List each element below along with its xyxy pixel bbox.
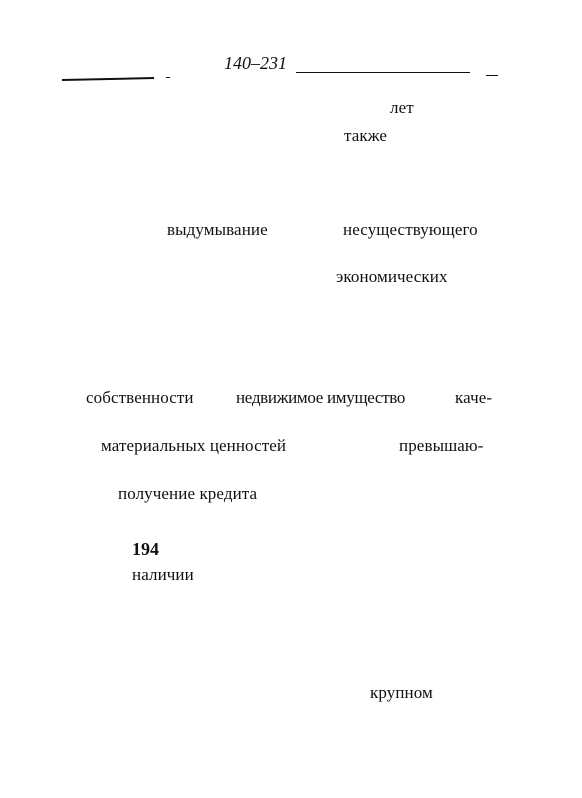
fragment-sobstvennosti: собственности [86, 388, 194, 407]
page-number: 194 [132, 539, 159, 559]
fragment-takzhe: также [344, 126, 388, 145]
fragment-nedvizhimoe-imushchestvo: недвижимое имущество [236, 388, 406, 407]
fragment-let: лет [390, 98, 414, 117]
fragment-poluchenie-kredita: получение кредита [118, 484, 258, 503]
fragment-kache: каче- [455, 388, 493, 407]
fragment-nesushchestvuyushchego: несуществующего [343, 220, 478, 239]
fragment-krupnom: крупном [370, 683, 433, 702]
header-right-rule [296, 72, 470, 73]
header-right-tick [486, 75, 498, 76]
header-left-rule [62, 77, 154, 80]
fragment-prevyshayu: превышаю- [399, 436, 484, 455]
fragment-ekonomicheskikh: экономических [336, 267, 448, 286]
fragment-nalichii: наличии [132, 565, 194, 584]
header-left-tick [166, 77, 170, 78]
document-code: 140–231 [224, 53, 287, 73]
fragment-materialnykh-tsennostey: материальных ценностей [101, 436, 287, 455]
fragment-vydumyvanie: выдумывание [167, 220, 268, 239]
